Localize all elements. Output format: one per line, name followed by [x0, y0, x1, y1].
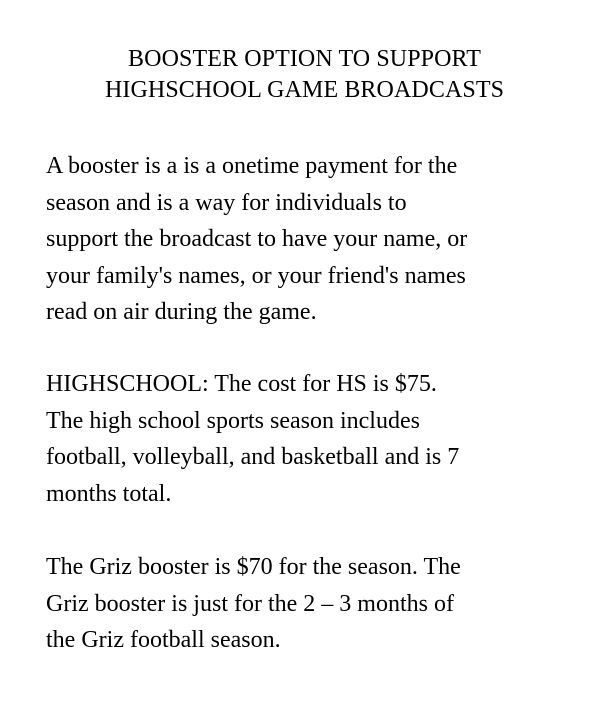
text-line: The high school sports season includes [46, 407, 420, 434]
text-line: football, volleyball, and basketball and is 7 [46, 444, 460, 470]
text-line: HIGHSCHOOL: The cost for HS is $75. [46, 371, 437, 397]
highschool-paragraph [46, 366, 586, 512]
text-line: read on air during the game. [46, 299, 317, 325]
text-line: your family's names, or your friend's names [46, 262, 466, 289]
text-line: season and is a way for individuals to [46, 189, 407, 216]
title-line: HIGHSCHOOL GAME BROADCASTS [104, 77, 505, 103]
griz-paragraph [46, 549, 586, 659]
text-line: months total. [46, 480, 172, 507]
text-line: the Griz football season. [46, 627, 281, 653]
intro-paragraph [46, 148, 586, 331]
page-title [0, 44, 609, 106]
title-line: BOOSTER OPTION TO SUPPORT [128, 46, 481, 72]
text-line: Griz booster is just for the 2 – 3 months of [46, 590, 454, 617]
text-line: support the broadcast to have your name, or [46, 226, 468, 252]
text-line: A booster is a is a onetime payment for the [46, 153, 458, 179]
text-line: The Griz booster is $70 for the season. The [46, 554, 461, 580]
